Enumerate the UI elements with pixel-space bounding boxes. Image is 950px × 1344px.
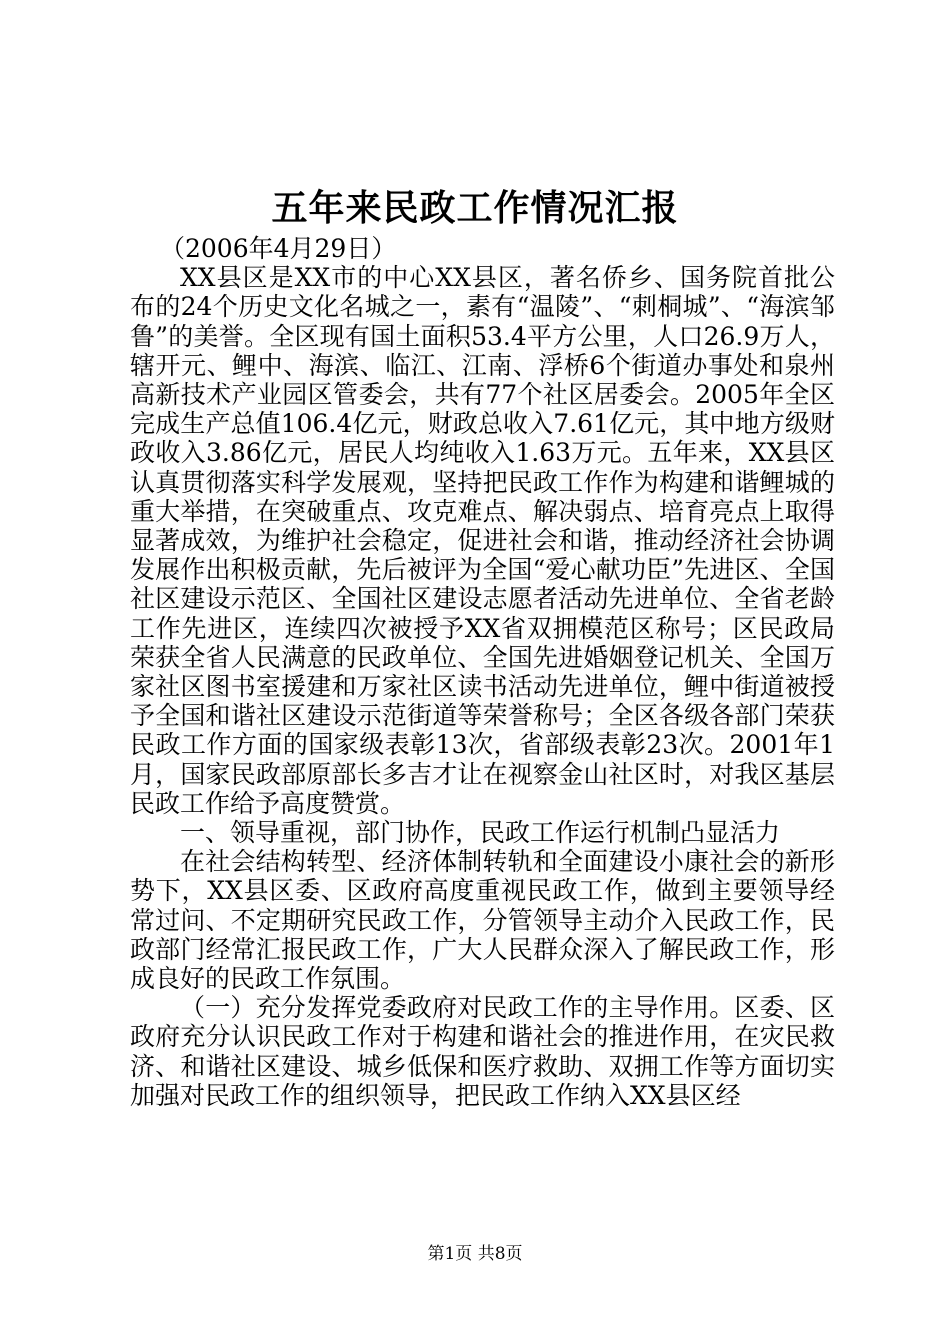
paragraph-intro: XX县区是XX市的中心XX县区，著名侨乡、国务院首批公布的24个历史文化名城之一，素有“温陵”、“刺桐城”、“海滨邹鲁”的美誉。全区现有国土面积53.4平方公里，人口26.9万人，辖开元、鲤中、海滨、临江、江南、浮桥6个街道办事处和泉州高新技术产业园区管委会，共有77个社区居委会。2005年全区完成生产总值106.4亿元，财政总收入7.61亿元，其中地方级财政收入3.86亿元，居民人均纯收入1.63万元。五年来，XX县区认真贯彻落实科学发展观，坚持把民政工作作为构建和谐鲤城的重大举措，在突破重点、攻克难点、解决弱点、培育亮点上取得显著成效，为维护社会稳定，促进社会和谐，推动经济社会协调发展作出积极贡献，先后被评为全国“爱心献功臣”先进区、全国社区建设示范区、全国社区建设志愿者活动先进单位、全省老龄工作先进区，连续四次被授予XX省双拥模范区称号；区民政局荣获全省人民满意的民政单位、全国先进婚姻登记机关、全国万家社区图书室援建和万家社区读书活动先进单位，鲤中街道被授予全国和谐社区建设示范街道等荣誉称号；全区各级各部门荣获民政工作方面的国家级表彰13次，省部级表彰23次。2001年1月，国家民政部原部长多吉才让在视察金山社区时，对我区基层民政工作给予高度赞赏。 xyxy=(130,263,835,818)
paragraph-subsection-1: （一）充分发挥党委政府对民政工作的主导作用。区委、区政府充分认识民政工作对于构建和谐社会的推进作用，在灾民救济、和谐社区建设、城乡低保和医疗救助、双拥工作等方面切实加强对民政工作的组织领导，把民政工作纳入XX县区经 xyxy=(130,993,835,1110)
document-date: （2006年4月29日） xyxy=(160,234,397,263)
page-number-footer: 第1页 共8页 xyxy=(427,1244,523,1264)
section-heading-1: 一、领导重视，部门协作，民政工作运行机制凸显活力 xyxy=(180,818,781,848)
document-body xyxy=(130,234,835,1110)
paragraph-section-1: 在社会结构转型、经济体制转轨和全面建设小康社会的新形势下，XX县区委、区政府高度重视民政工作，做到主要领导经常过问、不定期研究民政工作，分管领导主动介入民政工作，民政部门经常汇报民政工作，广大人民群众深入了解民政工作，形成良好的民政工作氛围。 xyxy=(130,847,835,994)
document-title: 五年来民政工作情况汇报 xyxy=(271,187,679,229)
